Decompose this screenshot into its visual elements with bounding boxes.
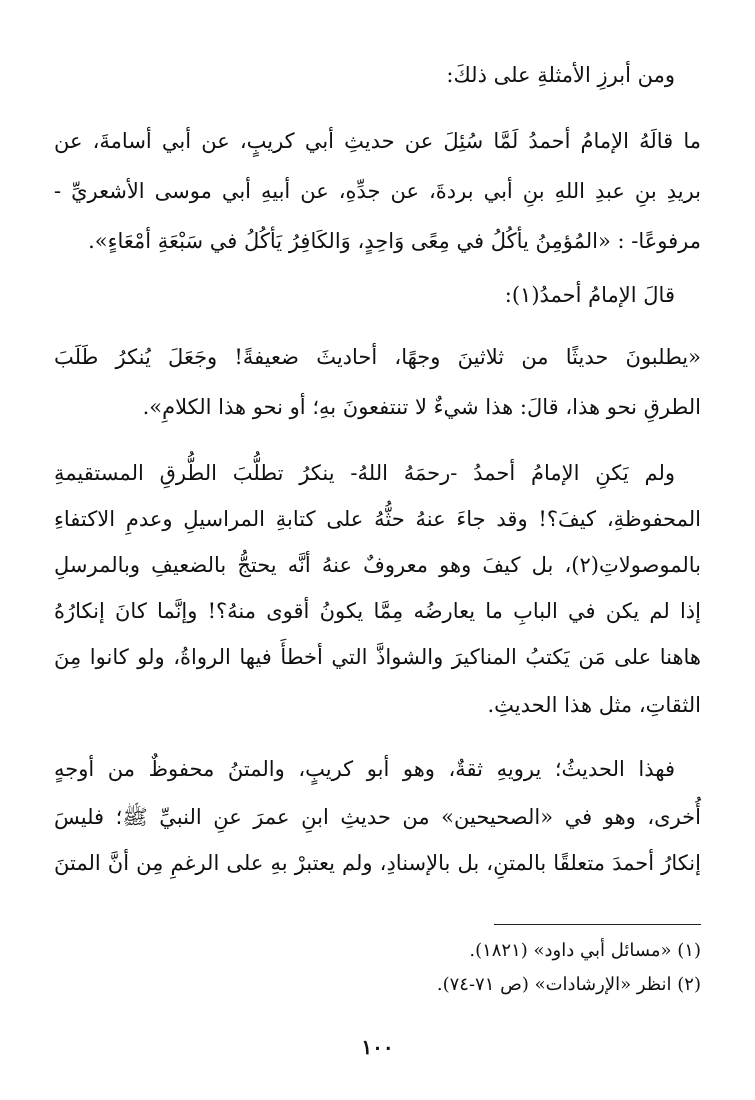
paragraph-4-line-2: المحفوظةِ، كيفَ؟! وقد جاءَ عنهُ حثُّهُ على كتابةِ المراسيلِ وعدمِ الاكتفاءِ [54,507,701,531]
paragraph-4-line-5: هاهنا على مَن يَكتبُ المناكيرَ والشواذَّ التي أخطأَ فيها الرواةُ، ولو كانوا مِنَ [54,645,701,669]
paragraph-1-line-3: مرفوعًا- : «المُؤمِنُ يأكُلُ في مِعًى وَاحِدٍ، وَالكَافِرُ يَأكُلُ في سَبْعَةِ أمْعَاءٍ». [88,229,701,253]
page-number: ١٠٠ [361,1035,394,1059]
paragraph-1-line-2: بريدِ بنِ عبدِ اللهِ بنِ أبي بردةَ، عن جدِّهِ، عن أبيهِ أبي موسى الأشعريِّ - [54,179,701,203]
footnote-1: (١) «مسائل أبي داود» (١٨٢١). [469,940,701,961]
paragraph-4-line-6: الثقاتِ، مثل هذا الحديثِ. [487,693,701,717]
paragraph-1-line-1: ما قالَهُ الإمامُ أحمدُ لَمَّا سُئِلَ عن حديثِ أبي كريبٍ، عن أبي أسامةَ، عن [54,129,701,153]
footnote-separator [494,924,701,925]
paragraph-4-line-1: ولم يَكنِ الإمامُ أحمدُ -رحمَهُ اللهُ- ينكرُ تطلُّبَ الطُّرقِ المستقيمةِ [54,461,675,485]
footnote-2: (٢) انظر «الإرشادات» (ص ٧١-٧٤). [436,974,701,995]
paragraph-5-line-3: إنكارُ أحمدَ متعلقًا بالمتنِ، بل بالإسنادِ، ولم يعتبرْ بهِ على الرغمِ مِن أنَّ المتنَ [54,851,701,875]
paragraph-2: قالَ الإمامُ أحمدُ(١): [504,283,675,307]
paragraph-3-line-2: الطرقِ نحو هذا، قالَ: هذا شيءٌ لا تنتفعونَ بهِ؛ أو نحو هذا الكلامِ». [142,395,701,419]
intro-line: ومن أبرزِ الأمثلةِ على ذلكَ: [446,63,675,87]
paragraph-5-line-2: أُخرى، وهو في «الصحيحين» من حديثِ ابنِ عمرَ عنِ النبيِّ ﷺ؛ فليسَ [54,805,701,829]
paragraph-4-line-3: بالموصولاتِ(٢)، بل كيفَ وهو معروفٌ عنهُ أنَّه يحتجُّ بالضعيفِ وبالمرسلِ [54,553,701,577]
paragraph-3-line-1: «يطلبونَ حديثًا من ثلاثينَ وجهًا، أحاديثَ ضعيفةً! وجَعَلَ يُنكرُ طَلَبَ [54,345,701,369]
paragraph-4-line-4: إذا لم يكن في البابِ ما يعارضُه مِمَّا يكونُ أقوى منهُ؟! وإنَّما كانَ إنكارُهُ [54,599,701,623]
paragraph-5-line-1: فهذا الحديثُ؛ يرويهِ ثقةٌ، وهو أبو كريبٍ، والمتنُ محفوظٌ من أوجهٍ [54,757,675,781]
